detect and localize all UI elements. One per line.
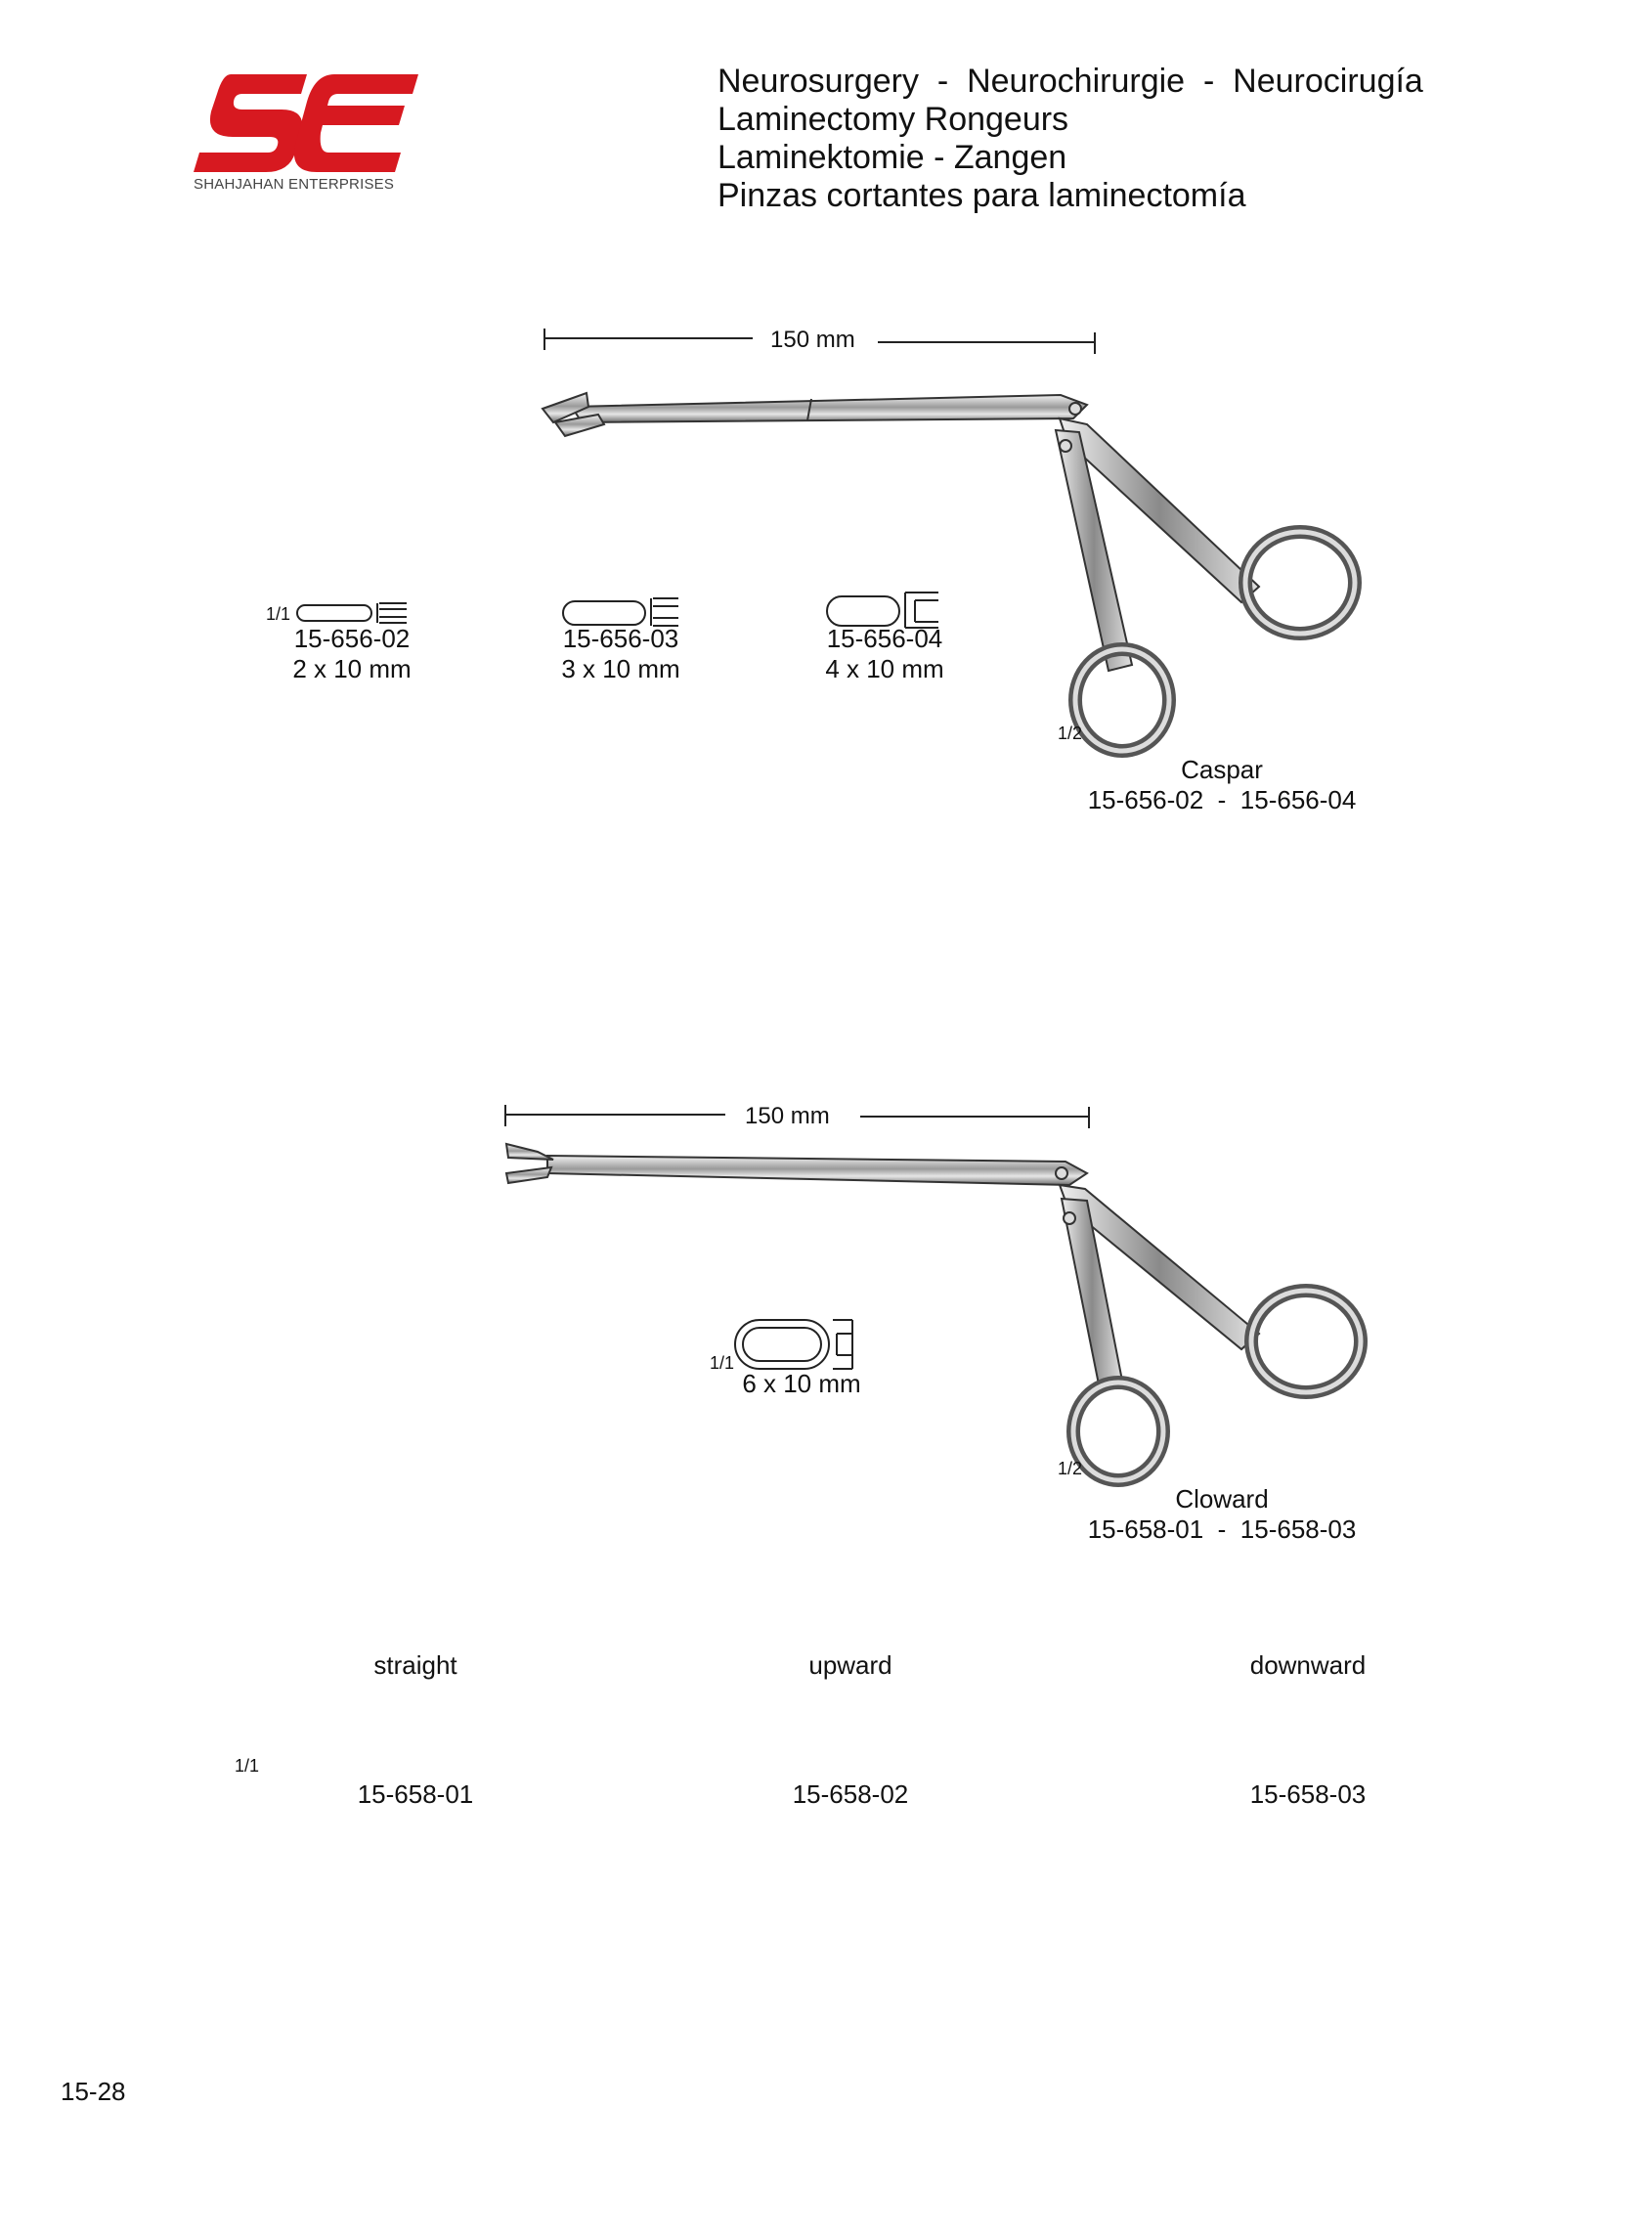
- variant-straight-code: 15-658-01: [357, 1779, 474, 1809]
- variant-upward-code: 15-658-02: [792, 1779, 909, 1809]
- variant-downward-code: 15-658-03: [1249, 1779, 1367, 1809]
- tip-code: 15-656-03: [562, 624, 679, 653]
- caspar-range: 15-656-02 - 15-656-04: [1087, 785, 1357, 814]
- caspar-instrument-scale: 1/2: [1058, 724, 1083, 743]
- company-name: SHAHJAHAN ENTERPRISES: [194, 176, 395, 193]
- cloward-name: Cloward: [1175, 1484, 1269, 1514]
- tip-code: 15-656-02: [293, 624, 411, 653]
- cloward-length-label: 150 mm: [745, 1103, 830, 1129]
- variant-straight-label: straight: [373, 1650, 457, 1680]
- title-line-3: Laminektomie - Zangen: [717, 139, 1067, 176]
- cloward-caption: [1065, 1484, 1378, 1545]
- tip-size: 4 x 10 mm: [825, 654, 944, 683]
- title-line-2: Laminectomy Rongeurs: [717, 101, 1069, 138]
- cloward-range: 15-658-01 - 15-658-03: [1087, 1515, 1357, 1544]
- title-line-4: Pinzas cortantes para laminectomía: [717, 177, 1246, 214]
- cloward-tip-scale: 1/1: [710, 1353, 735, 1373]
- cloward-shaft: [506, 1144, 1087, 1185]
- caspar-name: Caspar: [1181, 755, 1263, 784]
- variant-upward-label: upward: [808, 1650, 892, 1680]
- variant-downward-label: downward: [1249, 1650, 1367, 1680]
- caspar-tip-scale: 1/1: [266, 604, 291, 624]
- cloward-handles: [1060, 1185, 1361, 1480]
- tip-size: 2 x 10 mm: [292, 654, 412, 683]
- caspar-length-label: 150 mm: [770, 327, 855, 353]
- title-line-1: Neurosurgery - Neurochirurgie - Neurocirugía: [717, 63, 1423, 100]
- cloward-tip-sketch: [735, 1320, 852, 1369]
- cloward-tip-size: 6 x 10 mm: [742, 1369, 861, 1398]
- tip-size: 3 x 10 mm: [561, 654, 680, 683]
- variant-scale: 1/1: [235, 1756, 260, 1776]
- tip-code: 15-656-04: [826, 624, 943, 653]
- page-number: 15-28: [61, 2077, 126, 2106]
- cloward-instrument-scale: 1/2: [1058, 1459, 1083, 1478]
